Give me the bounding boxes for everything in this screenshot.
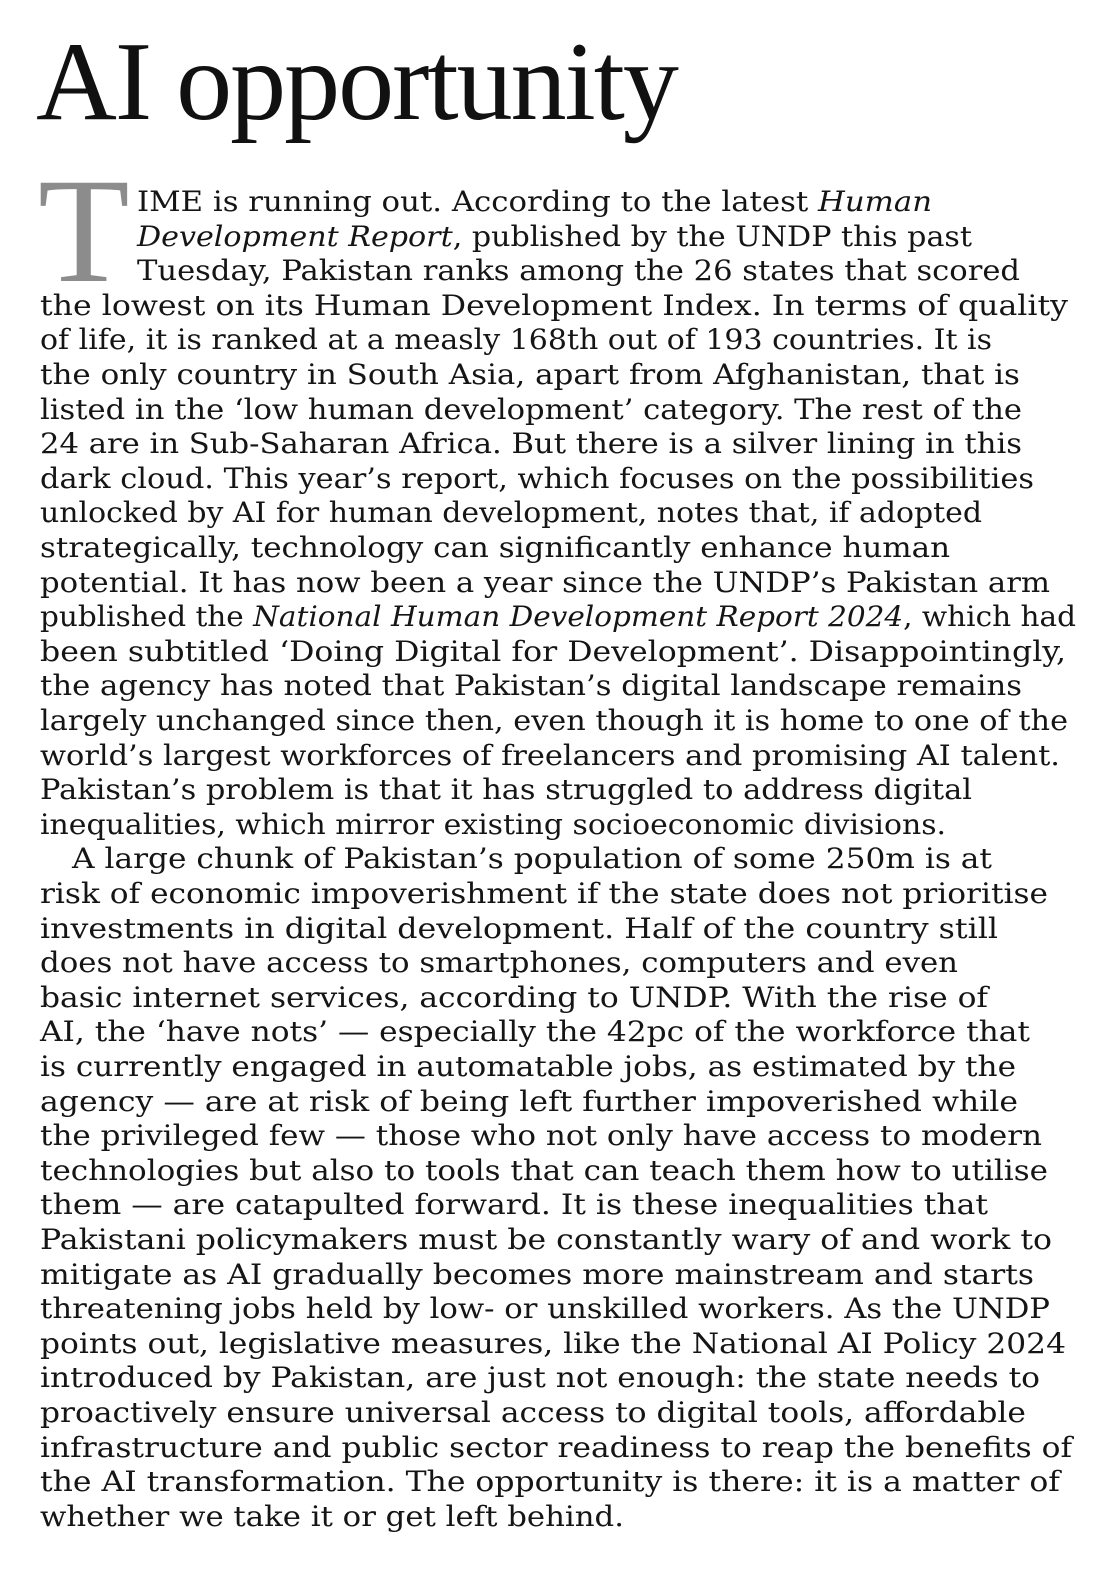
body-line (40, 704, 1068, 739)
body-line (40, 669, 1022, 704)
body-text: the privileged few — those who not only have access to modern (40, 1119, 1042, 1153)
body-line (40, 427, 1022, 462)
body-line (40, 1119, 1042, 1154)
body-text: Pakistani policymakers must be constantly wary of and work to (40, 1223, 1053, 1256)
body-text: basic internet services, according to UNDP. With the rise of (40, 980, 989, 1014)
body-line (40, 808, 946, 843)
body-text: investments in digital development. Half of the country still (40, 911, 998, 945)
body-line (40, 600, 1076, 635)
body-line (40, 393, 1022, 428)
body-line (40, 946, 958, 981)
body-line (40, 1223, 1052, 1258)
body-line (40, 1500, 624, 1535)
body-text: proactively ensure universal access to digital tools, affordable (40, 1396, 1026, 1429)
body-line (40, 323, 992, 358)
body-line (40, 496, 982, 531)
body-line (40, 739, 1060, 774)
body-text: world’s largest workforces of freelancers and promising AI talent. (40, 738, 1060, 772)
body-text: IME is running out. According to the latest (137, 185, 819, 218)
body-line (40, 1085, 1018, 1120)
body-line (40, 531, 950, 566)
body-line (137, 185, 932, 220)
body-line (40, 981, 988, 1016)
body-text: the lowest on its Human Development Index. In terms of quality (40, 288, 1069, 322)
body-line (40, 1015, 1030, 1050)
body-text: technologies but also to tools that can teach them how to utilise (40, 1153, 1048, 1187)
body-text: Development Report (137, 219, 453, 253)
body-line (40, 1327, 1066, 1362)
body-text: infrastructure and public sector readiness to reap the benefits of (40, 1430, 1073, 1464)
body-line (40, 1154, 1048, 1189)
body-line (40, 289, 1068, 324)
body-text: introduced by Pakistan, are just not enough: the state needs to (40, 1361, 1041, 1395)
body-line (40, 1396, 1026, 1431)
body-text: Human (818, 185, 933, 218)
body-line (40, 1258, 1034, 1293)
body-line (40, 1050, 1016, 1085)
body-text: 24 are in Sub-Saharan Africa. But there is a silver lining in this (40, 427, 1023, 461)
body-text: largely unchanged since then, even though it is home to one of the (40, 704, 1069, 737)
body-text: the only country in South Asia, apart from Afghanistan, that is (40, 358, 1020, 391)
body-text: threatening jobs held by low- or unskilled workers. As the UNDP (40, 1292, 1050, 1326)
body-line (40, 1431, 1072, 1466)
body-text: been subtitled ‘Doing Digital for Development’. Disappointingly, (40, 634, 1066, 668)
body-text: listed in the ‘low human development’ category. The rest of the (40, 392, 1023, 426)
body-line (40, 1188, 988, 1223)
body-line (40, 877, 1048, 912)
body-text: Pakistan’s problem is that it has struggled to address digital (40, 773, 973, 807)
body-line (137, 220, 972, 255)
body-text: AI, the ‘have nots’ — especially the 42pc of the workforce that (40, 1015, 1030, 1049)
body-text: of life, it is ranked at a measly 168th out of 193 countries. It is (40, 323, 993, 357)
body-line (40, 635, 1066, 670)
body-text: the agency has noted that Pakistan’s digital landscape remains (40, 669, 1022, 703)
body-text: mitigate as AI gradually becomes more mainstream and starts (40, 1257, 1034, 1291)
headline: AI opportunity (36, 20, 677, 144)
body-text: the AI transformation. The opportunity is there: it is a matter of (40, 1465, 1060, 1499)
body-text: National Human Development Report 2024 (253, 600, 904, 634)
body-line (40, 566, 1050, 601)
body-line (40, 462, 1034, 497)
body-text: them — are catapulted forward. It is these inequalities that (40, 1188, 989, 1222)
body-text: strategically, technology can significantly enhance human (40, 531, 951, 564)
body-text: published the (40, 600, 254, 634)
body-text: agency — are at risk of being left further impoverished while (40, 1084, 1019, 1118)
body-text: risk of economic impoverishment if the state does not prioritise (40, 877, 1049, 910)
body-line (40, 912, 998, 947)
body-line (40, 1292, 1050, 1327)
body-text: points out, legislative measures, like the National AI Policy 2024 (40, 1326, 1066, 1360)
drop-cap: T (38, 148, 130, 314)
body-line (137, 254, 1020, 289)
body-text: unlocked by AI for human development, notes that, if adopted (40, 496, 983, 530)
body-line (72, 842, 992, 877)
body-text: whether we take it or get left behind. (40, 1499, 624, 1533)
body-text: , which had (903, 600, 1076, 634)
body-text: potential. It has now been a year since the UNDP’s Pakistan arm (40, 565, 1051, 599)
body-text: Tuesday, Pakistan ranks among the 26 states that scored (137, 254, 1020, 288)
body-text: dark cloud. This year’s report, which focuses on the possibilities (40, 461, 1035, 495)
body-text: , published by the UNDP this past (452, 219, 972, 253)
body-text: A large chunk of Pakistan’s population of some 250m is at (72, 842, 992, 876)
body-text: is currently engaged in automatable jobs, as estimated by the (40, 1050, 1017, 1083)
body-text: inequalities, which mirror existing socioeconomic divisions. (40, 807, 947, 841)
body-line (40, 358, 1020, 393)
body-line (40, 1361, 1040, 1396)
body-line (40, 773, 972, 808)
body-text: does not have access to smartphones, computers and even (40, 946, 959, 980)
body-line (40, 1465, 1060, 1500)
